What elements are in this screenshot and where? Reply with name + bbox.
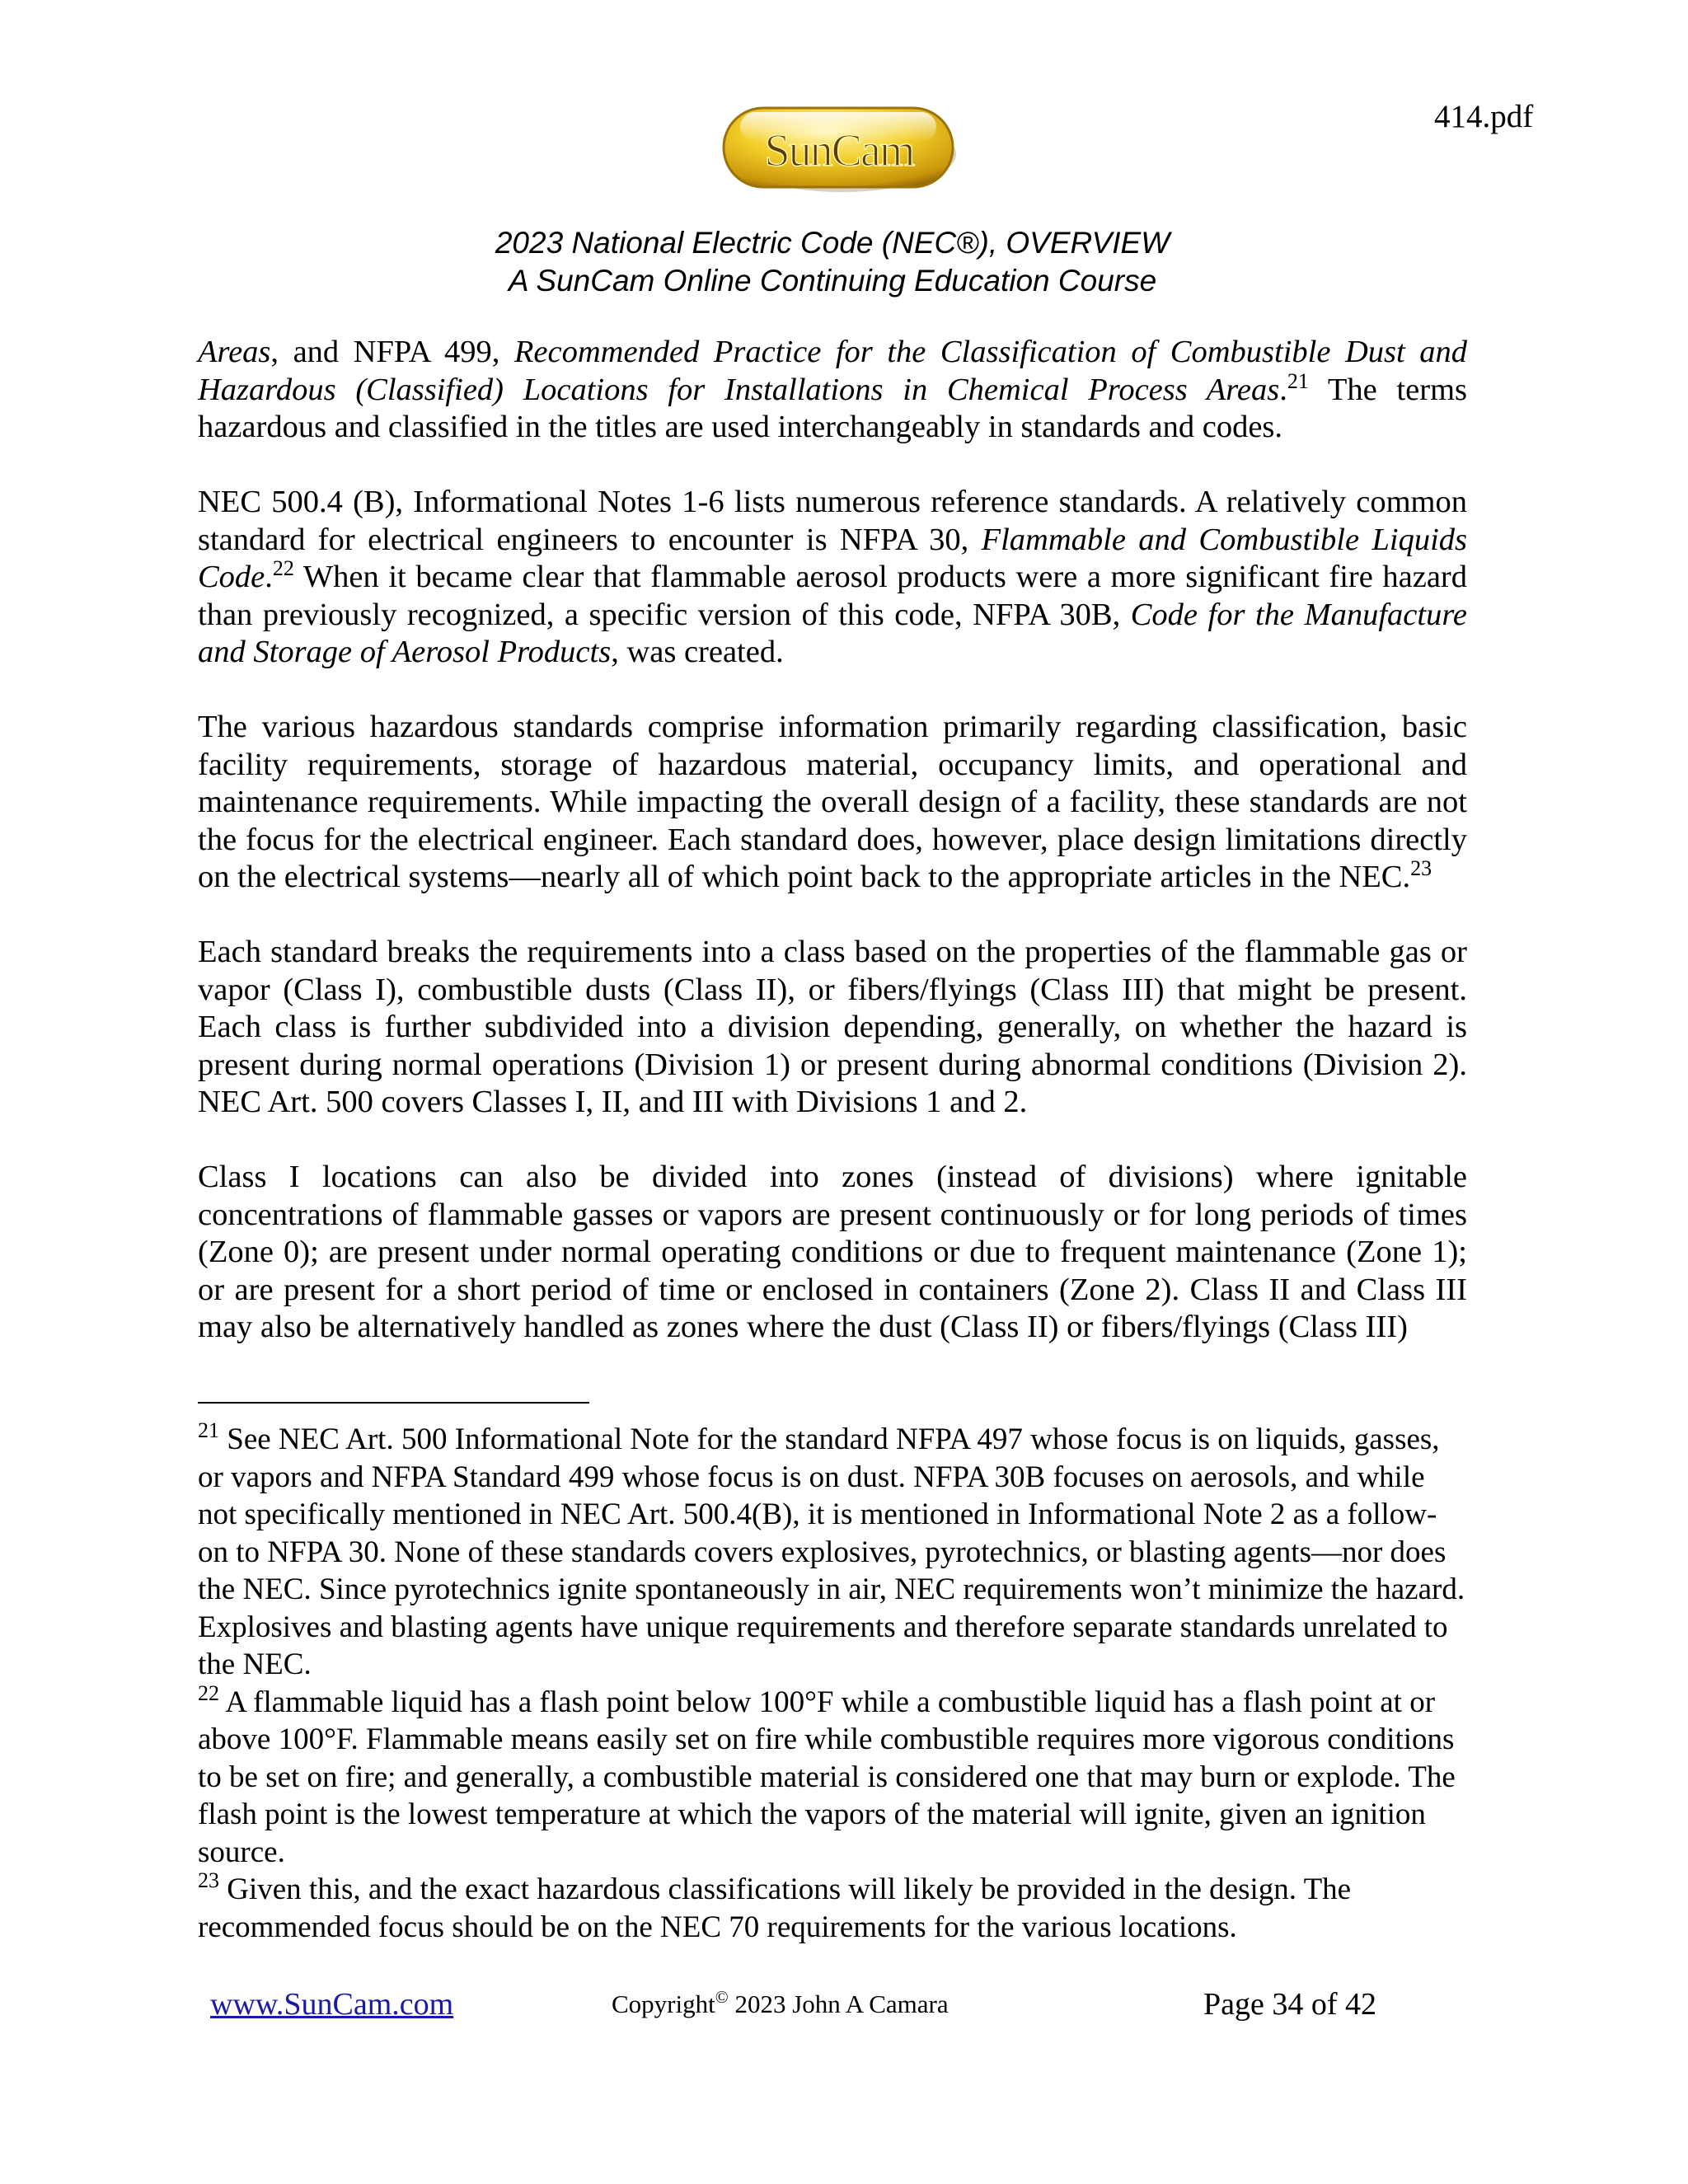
course-title: 2023 National Electric Code (NEC®), OVERVIEW	[495, 226, 1170, 260]
footnote-22	[198, 1680, 1467, 1872]
italic-text: Recommended Practice for the Classification of Combustible Dust and Hazardous (Classified) Locations for Installations in Chemical Process Areas	[198, 335, 1467, 407]
paragraph	[198, 334, 1467, 447]
logo-text: SunCam	[764, 125, 914, 176]
footnote-text: See NEC Art. 500 Informational Note for the standard NFPA 497 whose focus is on liquids, gasses, or vapors and NFPA Standard 499 whose focus is on dust. NFPA 30B focuses on aerosols, and while not specifically mentioned in NEC Art. 500.4(B), it is mentioned in Informational Note 2 as a follow-on to NFPA 30. None of these standards covers explosives, pyrotechnics, or blasting agents—nor does the NEC. Since pyrotechnics ignite spontaneously in air, NEC requirements won’t minimize the hazard. Explosives and blasting agents have unique requirements and therefore separate standards unrelated to the NEC.	[198, 1422, 1465, 1681]
footnote-ref-23[interactable]: 23	[1410, 856, 1432, 880]
footnote-text: A flammable liquid has a flash point below 100°F while a combustible liquid has a flash point at or above 100°F. Flammable means easily set on fire while combustible requires more vigorous conditions to be set on fire; and generally, a combustible material is considered one that may burn or explode. The flash point is the lowest temperature at which the vapors of the material will ignite, given an ignition source.	[198, 1685, 1456, 1869]
text-run: .	[1279, 372, 1287, 407]
footnote-number: 23	[198, 1868, 219, 1892]
text-run: , was created.	[611, 635, 784, 669]
page-footer	[0, 1985, 1688, 2034]
italic-text: Code for the Manufacture and Storage of Aerosol Products	[198, 597, 1467, 669]
text-run: The terms hazardous and classified in the titles are used interchangeably in standards and codes.	[198, 372, 1467, 444]
copyright-notice	[612, 1988, 949, 2021]
text-run: Class I locations can also be divided into zones (instead of divisions) where ignitable concentrations of flammable gasses or vapors are present continuously or for long periods of times (Zone 0); are present under normal operating conditions or due to frequent maintenance (Zone 1); or are present for a short period of time or enclosed in containers (Zone 2). Class II and Class III may also be alternatively handled as zones where the dust (Class II) or fibers/flyings (Class III)	[198, 1160, 1467, 1344]
course-header	[198, 224, 1467, 300]
text-run: .	[265, 560, 273, 594]
text-run: , and NFPA 499,	[270, 335, 514, 369]
copyright-word: Copyright	[612, 1990, 715, 2018]
paragraph	[198, 1159, 1467, 1347]
footnote-separator	[198, 1402, 589, 1404]
body-text	[198, 334, 1467, 1384]
file-name-label: 414.pdf	[1434, 99, 1534, 134]
text-run: NEC 500.4 (B), Informational Notes 1-6 lists numerous reference standards. A relatively common standard for electrical engineers to encounter is NFPA 30,	[198, 485, 1467, 557]
footnotes	[198, 1418, 1467, 1946]
copyright-symbol: ©	[715, 1987, 729, 2007]
paragraph	[198, 934, 1467, 1122]
footnote-number: 22	[198, 1680, 219, 1705]
italic-text: Areas	[198, 335, 271, 369]
footnote-21	[198, 1418, 1467, 1684]
copyright-holder: 2023 John A Camara	[728, 1990, 949, 2018]
paragraph	[198, 484, 1467, 672]
page-number: Page 34 of 42	[1203, 1987, 1377, 2022]
footnote-23	[198, 1868, 1467, 1946]
text-run: When it became clear that flammable aerosol products were a more significant fire hazard than previously recognized, a specific version of this code, NFPA 30B,	[198, 560, 1467, 632]
suncam-logo	[719, 103, 959, 195]
footnote-ref-21[interactable]: 21	[1287, 368, 1309, 393]
footnote-number: 21	[198, 1418, 219, 1442]
text-run: The various hazardous standards comprise information primarily regarding classification, basic facility requirements, storage of hazardous material, occupancy limits, and operational and maintenance requirements. While impacting the overall design of a facility, these standards are not the focus for the electrical engineer. Each standard does, however, place design limitations directly on the electrical systems—nearly all of which point back to the appropriate articles in the NEC.	[198, 710, 1467, 894]
text-run: Each standard breaks the requirements into a class based on the properties of the flammable gas or vapor (Class I), combustible dusts (Class II), or fibers/flyings (Class III) that might be present. Each class is further subdivided into a division depending, generally, on whether the hazard is present during normal operations (Division 1) or present during abnormal conditions (Division 2). NEC Art. 500 covers Classes I, II, and III with Divisions 1 and 2.	[198, 935, 1467, 1119]
footnote-ref-22[interactable]: 22	[272, 556, 294, 580]
italic-text: Flammable and Combustible Liquids Code	[198, 522, 1467, 594]
course-subtitle: A SunCam Online Continuing Education Course	[508, 264, 1157, 298]
footnote-text: Given this, and the exact hazardous classifications will likely be provided in the design. The recommended focus should be on the NEC 70 requirements for the various locations.	[198, 1872, 1352, 1944]
paragraph	[198, 709, 1467, 897]
website-link[interactable]: www.SunCam.com	[210, 1987, 454, 2022]
